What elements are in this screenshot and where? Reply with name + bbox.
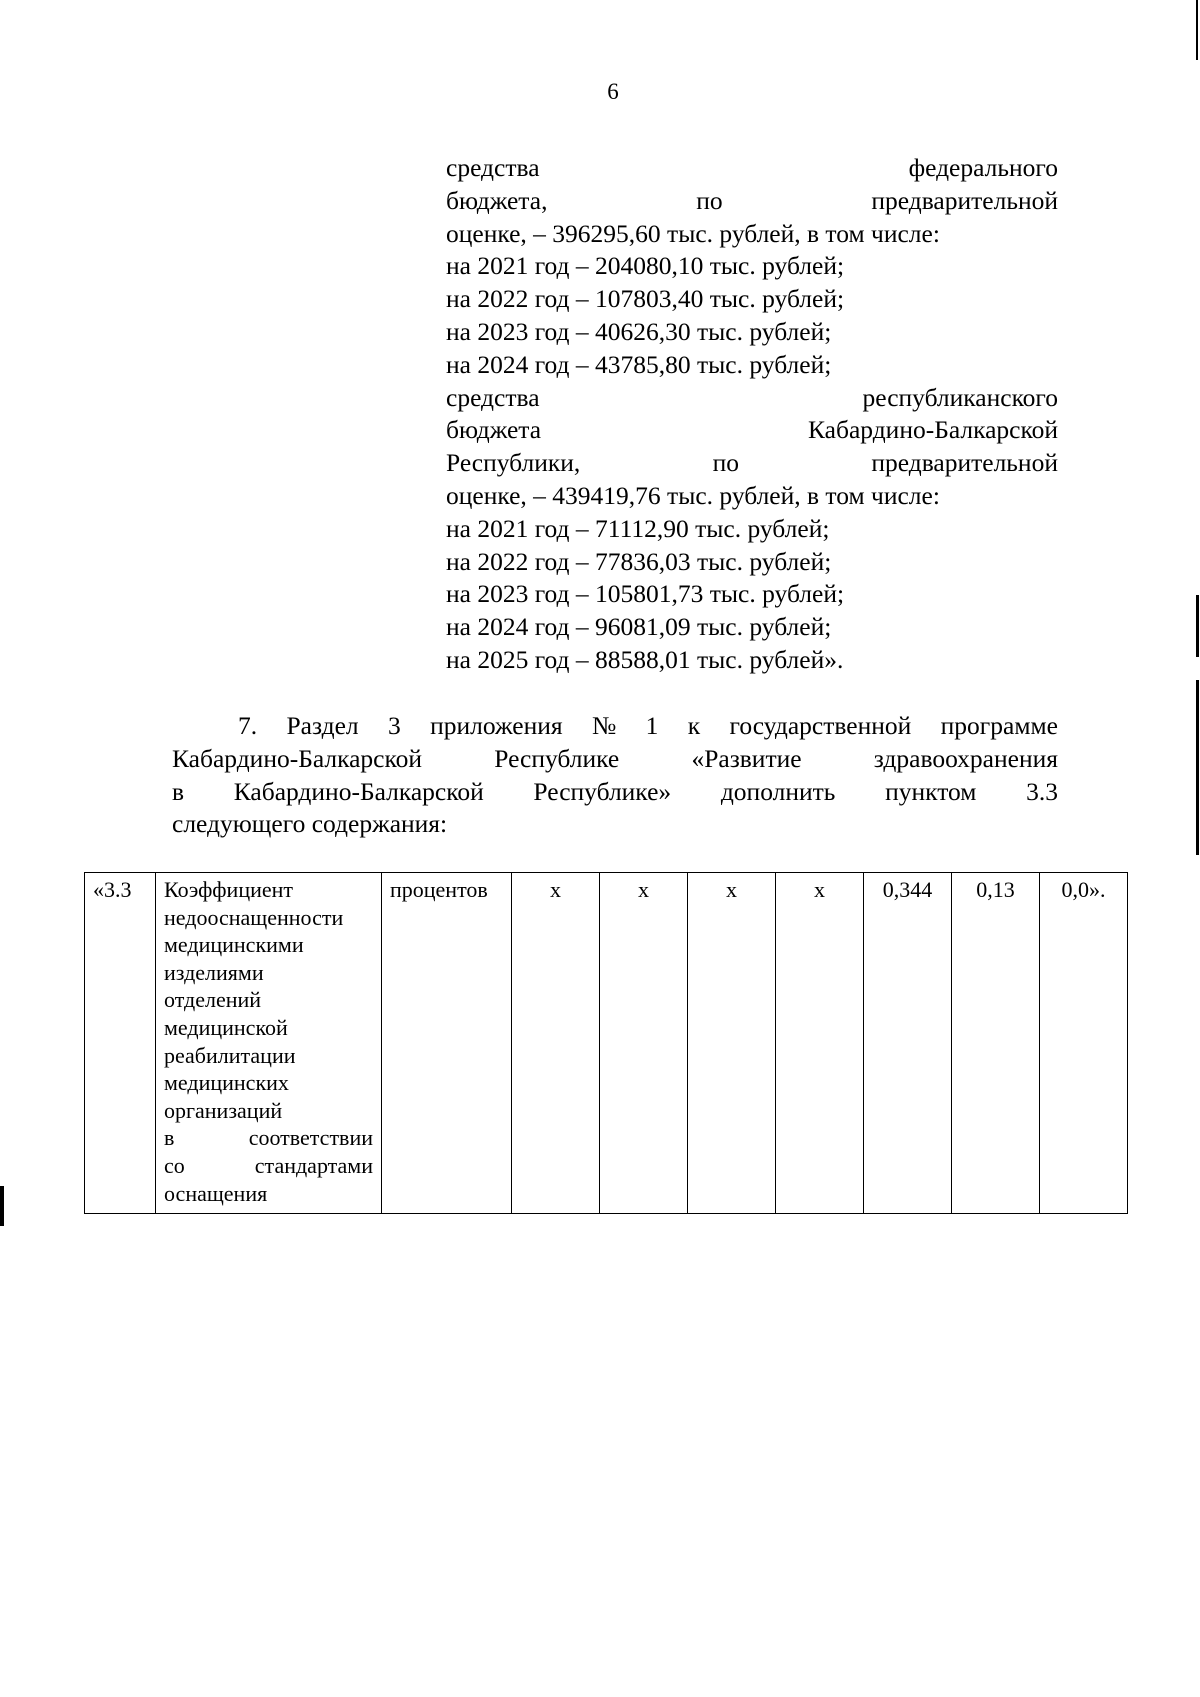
- text-fragment: со: [164, 1152, 185, 1178]
- republican-year-line: на 2021 год – 71112,90 тыс. рублей;: [446, 513, 830, 543]
- republican-year-line: на 2022 год – 77836,03 тыс. рублей;: [446, 546, 832, 576]
- description-line: [164, 1152, 373, 1180]
- text-fragment: федерального: [908, 153, 1058, 182]
- description-line: организаций: [164, 1097, 283, 1123]
- funding-sources-block: [446, 152, 1058, 677]
- section-7-paragraph: [172, 710, 1058, 841]
- text-fragment: Кабардино-Балкарской: [808, 415, 1058, 445]
- text-fragment: бюджета,: [446, 185, 548, 215]
- description-line: медицинской: [164, 1014, 288, 1040]
- republican-heading-line-2: [446, 414, 1058, 447]
- federal-year-line: на 2024 год – 43785,80 тыс. рублей;: [446, 349, 832, 379]
- federal-heading-line-1: [446, 152, 1058, 185]
- description-line: изделиями: [164, 959, 264, 985]
- description-line: отделений: [164, 987, 262, 1013]
- text-fragment: предварительной: [871, 185, 1058, 215]
- page-number: 6: [607, 79, 619, 104]
- republican-heading-line-1: [446, 382, 1058, 415]
- text-fragment: средства: [446, 382, 540, 412]
- text-fragment: 1: [645, 711, 659, 740]
- federal-heading-line-2: [446, 185, 1058, 218]
- text-fragment: Республики,: [446, 448, 581, 478]
- indicator-description-cell: [156, 873, 382, 1214]
- value-cell: х: [512, 873, 600, 1214]
- text-fragment: «Развитие: [691, 743, 802, 773]
- text-fragment: по: [712, 448, 740, 478]
- description-line: недооснащенности: [164, 904, 344, 930]
- description-line: оснащения: [164, 1180, 268, 1206]
- text-fragment: бюджета: [446, 415, 542, 445]
- republican-total-line: оценке, – 439419,76 тыс. рублей, в том числе:: [446, 480, 940, 510]
- description-line: [164, 1124, 373, 1152]
- scan-edge-mark: [1196, 595, 1199, 657]
- text-fragment: дополнить: [720, 776, 836, 806]
- text-fragment: программе: [940, 711, 1058, 740]
- republican-heading-line-3: [446, 447, 1058, 480]
- value-cell: х: [776, 873, 864, 1214]
- text-fragment: предварительной: [871, 448, 1058, 478]
- text-fragment: к: [687, 711, 701, 740]
- scan-edge-mark: [0, 1186, 4, 1226]
- federal-year-line: на 2023 год – 40626,30 тыс. рублей;: [446, 316, 832, 346]
- paragraph-line-1: [172, 710, 1058, 743]
- indicator-table: [84, 872, 1128, 1214]
- text-fragment: государственной: [729, 711, 912, 740]
- republican-year-line: на 2023 год – 105801,73 тыс. рублей;: [446, 579, 845, 609]
- description-line: медицинских: [164, 1070, 289, 1096]
- table-row: [85, 873, 1128, 1214]
- text-fragment: Республике»: [533, 776, 672, 806]
- text-fragment: соответствии: [248, 1125, 373, 1151]
- text-fragment: по: [696, 185, 723, 215]
- text-fragment: №: [591, 711, 617, 740]
- text-fragment: Кабардино-Балкарской: [172, 743, 422, 773]
- value-cell: 0,0».: [1040, 873, 1128, 1214]
- text-fragment: 7.: [238, 711, 258, 740]
- federal-year-line: на 2021 год – 204080,10 тыс. рублей;: [446, 251, 845, 281]
- text-fragment: 3.3: [1026, 776, 1058, 806]
- indicator-number-cell: «3.3: [85, 873, 156, 1214]
- scan-edge-mark: [1196, 0, 1198, 60]
- text-fragment: Раздел: [286, 711, 359, 740]
- unit-cell: процентов: [382, 873, 512, 1214]
- description-line: медицинскими: [164, 932, 304, 958]
- value-cell: х: [688, 873, 776, 1214]
- text-fragment: 3: [387, 711, 401, 740]
- text-fragment: Кабардино-Балкарской: [233, 776, 484, 806]
- text-fragment: в: [164, 1125, 175, 1151]
- description-line: реабилитации: [164, 1042, 296, 1068]
- text-fragment: в: [172, 776, 185, 806]
- text-fragment: приложения: [430, 711, 563, 740]
- republican-year-line: на 2024 год – 96081,09 тыс. рублей;: [446, 612, 832, 642]
- federal-year-line: на 2022 год – 107803,40 тыс. рублей;: [446, 284, 845, 314]
- value-cell: 0,344: [864, 873, 952, 1214]
- text-fragment: стандартами: [254, 1152, 373, 1178]
- text-fragment: здравоохранения: [873, 743, 1058, 773]
- description-line: Коэффициент: [164, 877, 294, 902]
- value-cell: х: [600, 873, 688, 1214]
- value-cell: 0,13: [952, 873, 1040, 1214]
- text-fragment: республиканского: [862, 382, 1058, 412]
- paragraph-line-3: [172, 776, 1058, 809]
- text-fragment: пунктом: [885, 776, 977, 806]
- federal-total-line: оценке, – 396295,60 тыс. рублей, в том числе:: [446, 218, 940, 248]
- scan-edge-mark: [1196, 680, 1199, 855]
- paragraph-line-2: [172, 743, 1058, 776]
- text-fragment: Республике: [494, 743, 620, 773]
- paragraph-line-4: следующего содержания:: [172, 809, 448, 839]
- republican-year-line: на 2025 год – 88588,01 тыс. рублей».: [446, 644, 844, 674]
- text-fragment: средства: [446, 153, 540, 182]
